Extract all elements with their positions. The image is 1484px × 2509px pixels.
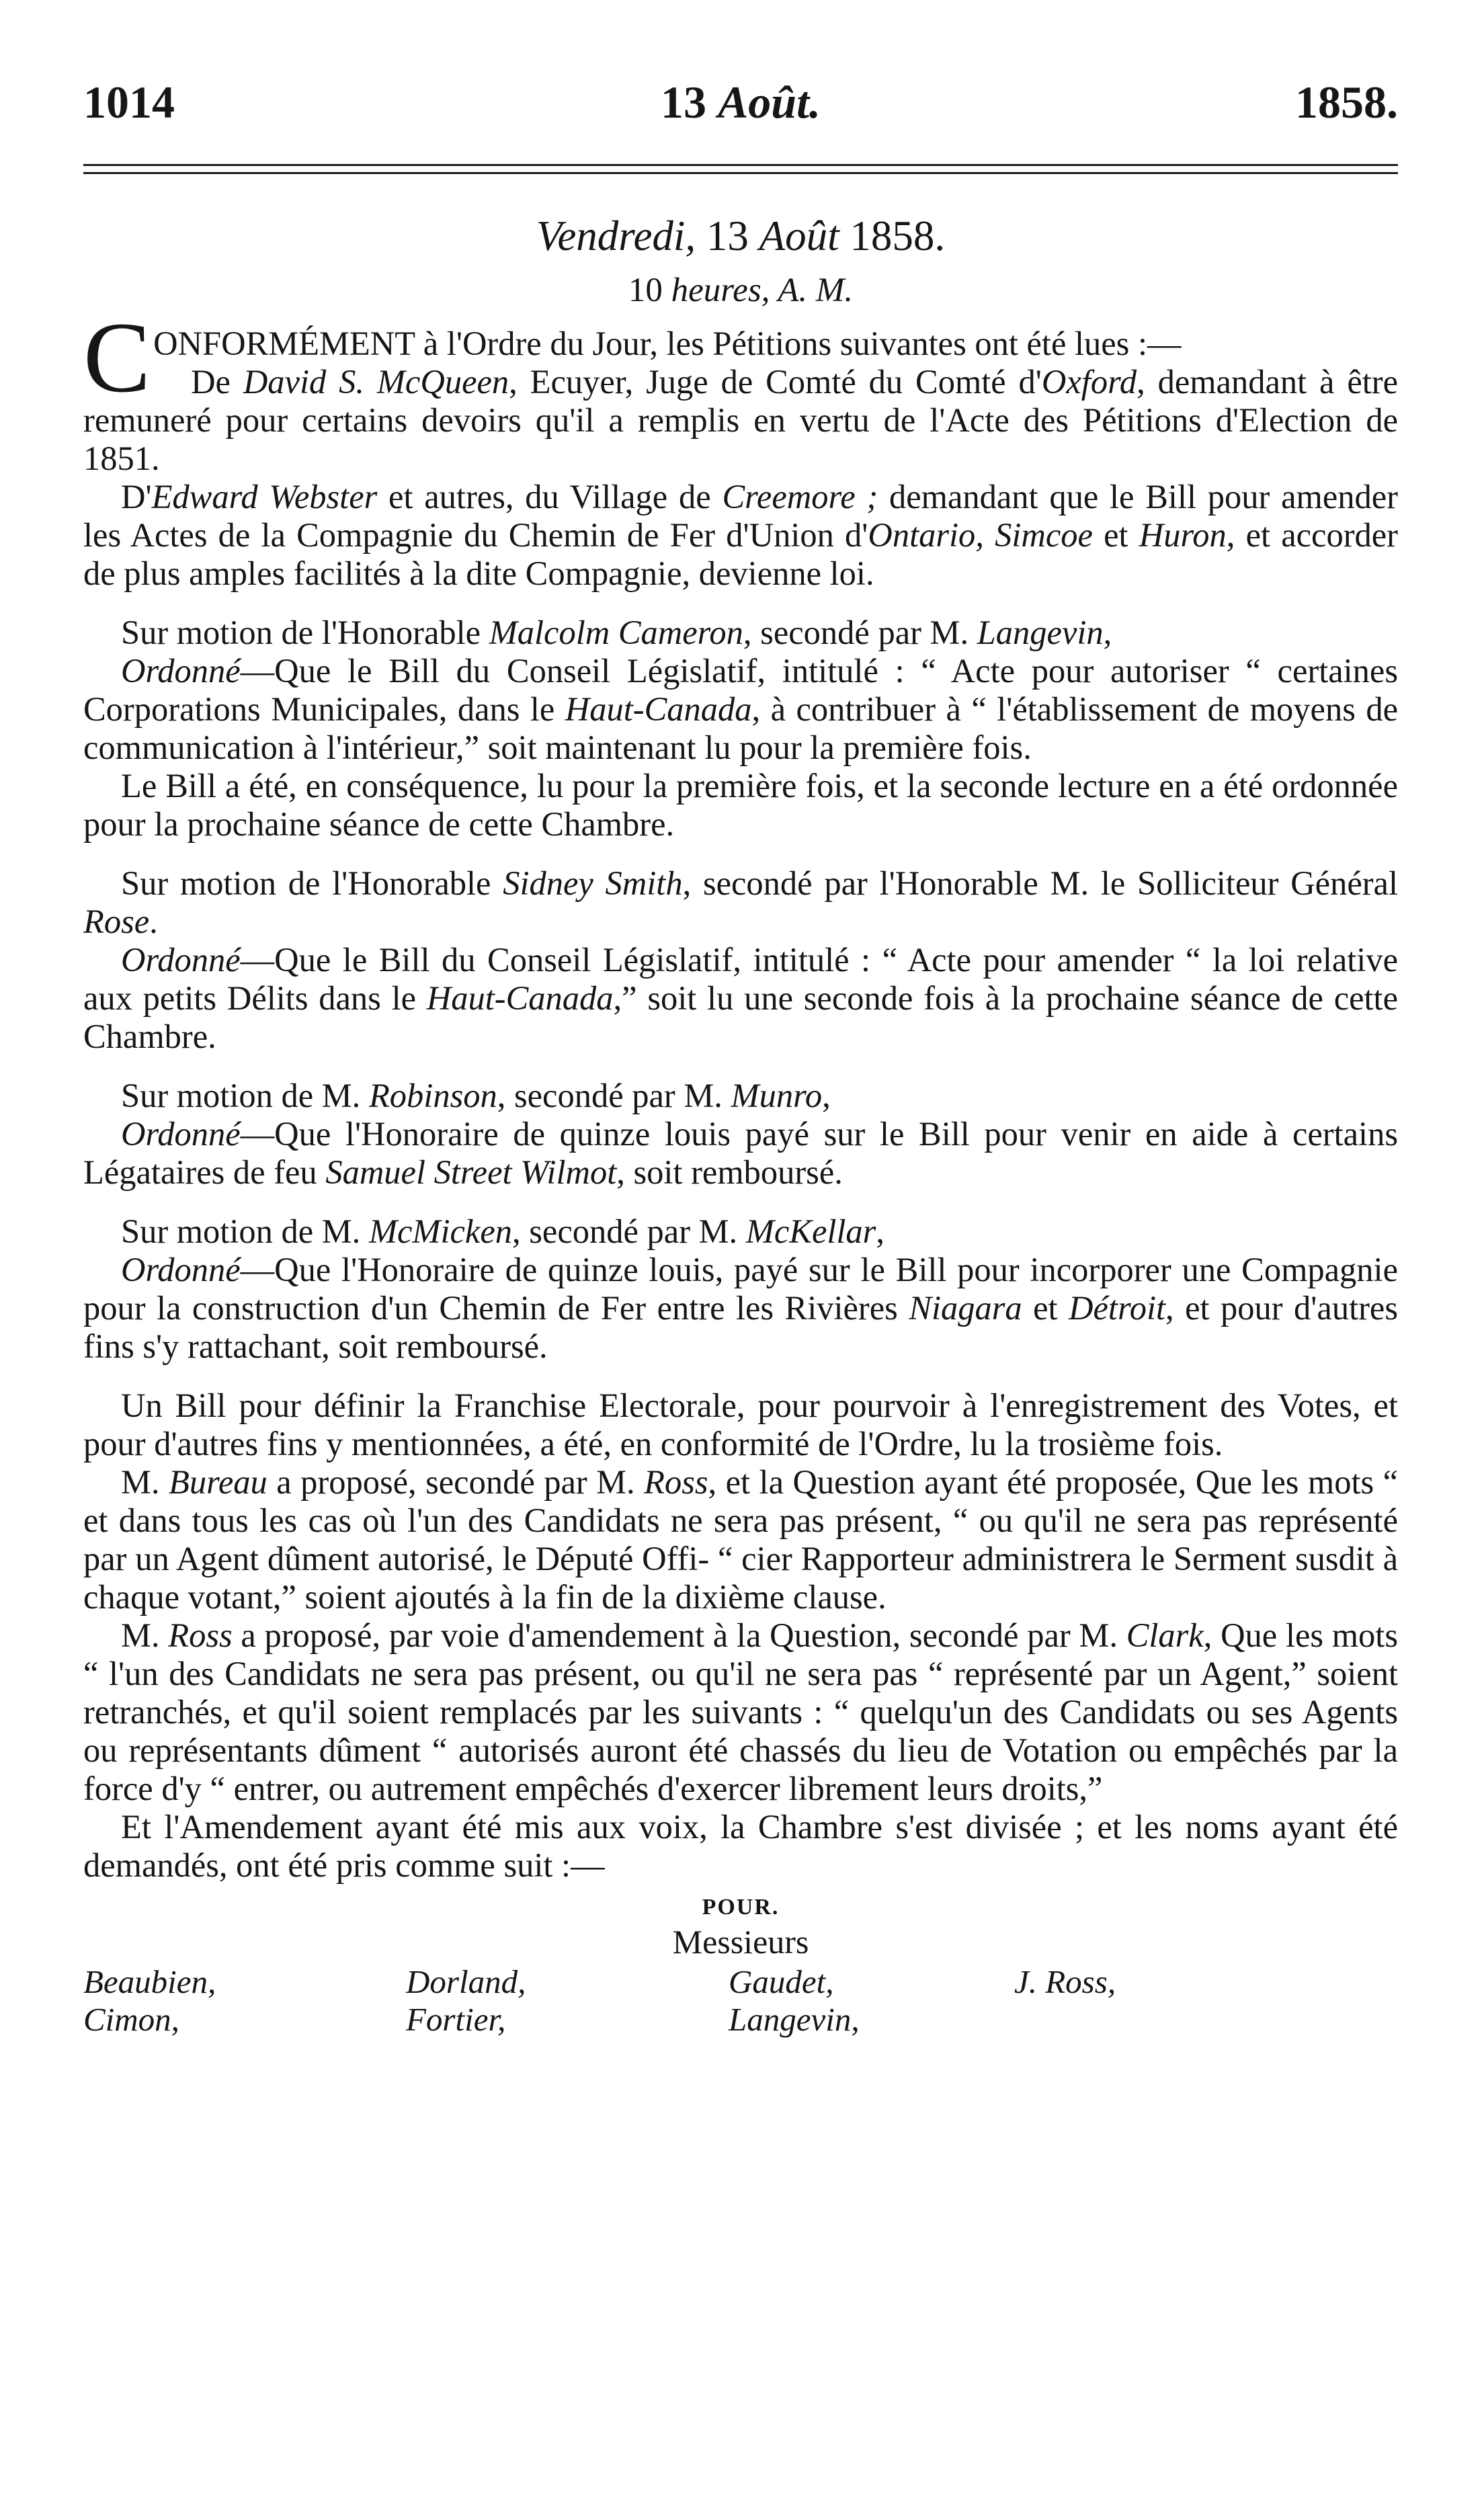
person-name: Munro: [731, 1077, 823, 1114]
petition-mcqueen: [83, 363, 1398, 478]
text-run: .: [149, 903, 158, 940]
session-title-day: Vendredi,: [536, 212, 696, 259]
session-title: [83, 205, 1398, 267]
motion-smith: [83, 864, 1398, 941]
text-run: —Que le Bill du Conseil Législatif, intitulé : “ Acte pour amender “ la loi relative aux petits Délits dans le: [83, 941, 1398, 1017]
person-name: Malcolm Cameron: [489, 614, 743, 651]
session-time-num: 10: [628, 272, 663, 309]
header-rule-top: [83, 164, 1398, 166]
person-name: McKellar: [745, 1212, 876, 1250]
text-run: Sur motion de l'Honorable: [121, 864, 503, 902]
order-label: Ordonné: [121, 652, 241, 690]
person-name: Edward Webster: [151, 478, 378, 516]
text-run: Sur motion de M.: [121, 1077, 369, 1114]
text-run: —Que l'Honoraire de quinze louis, payé sur le Bill pour incorporer une Compagnie pour la construction d'un Chemin de Fer entre les Rivières: [83, 1251, 1398, 1327]
header-day: 13: [660, 77, 706, 128]
place-name: Haut-Canada: [565, 690, 752, 728]
petition-webster: [83, 478, 1398, 593]
text-run: —Que l'Honoraire de quinze louis payé sur le Bill pour venir en aide à certains Légataires de feu: [83, 1115, 1398, 1191]
text-run: et: [1092, 516, 1139, 554]
voter-name: Dorland,: [406, 1963, 526, 2000]
person-name: Bureau: [169, 1463, 267, 1501]
person-name: Sidney Smith: [503, 864, 683, 902]
session-title-num: 13: [706, 212, 749, 259]
voter-name: Cimon,: [83, 2001, 179, 2038]
text-run: , Que les mots “ l'un des Candidats ne sera pas présent, ou qu'il ne sera pas “ représenté par un Agent,” soient retranchés, et qu'il soient remplacés par les suivants : “ quelqu'un des Candidats ou ses Agents ou représentants dûment “ autorisés auront été chassés du lieu de Votation ou empêchés par la force d'y “ entrer, ou autrement empêchés d'exercer librement leurs droits,”: [83, 1616, 1398, 1807]
session-time-text: heures, A. M.: [671, 272, 854, 309]
text-run: et: [1022, 1289, 1069, 1327]
page-number: 1014: [83, 77, 175, 128]
text-run: , soit remboursé.: [616, 1153, 843, 1191]
text-run: , secondé par M.: [512, 1212, 746, 1250]
person-name: Langevin: [977, 614, 1104, 651]
text-run: ,” soit lu une seconde fois à la prochaine séance de cette Chambre.: [83, 979, 1398, 1055]
voter-name: Beaubien,: [83, 1963, 216, 2000]
person-name: Samuel Street Wilmot: [325, 1153, 617, 1191]
header-year: 1858.: [1295, 77, 1398, 128]
person-name: McMicken: [368, 1212, 513, 1250]
person-name: Rose: [83, 903, 150, 940]
text-run: D': [121, 478, 152, 516]
vote-names-list: [83, 1961, 1398, 2042]
order-railway-fee: [83, 1251, 1398, 1366]
person-name: Clark: [1126, 1616, 1204, 1654]
order-label: Ordonné: [121, 1115, 241, 1153]
person-name: Ross: [644, 1463, 708, 1501]
session-time: [83, 267, 1398, 314]
place-name: Oxford: [1041, 363, 1137, 401]
header-month: Août.: [717, 77, 821, 128]
text-run: , secondé par M.: [497, 1077, 731, 1114]
voter-name: Gaudet,: [729, 1963, 834, 2000]
place-name: Creemore ;: [722, 478, 878, 516]
place-name: Haut-Canada: [426, 979, 614, 1017]
person-name: David S. McQueen: [243, 363, 509, 401]
page-content: [83, 205, 1398, 2042]
text-run: M.: [121, 1616, 169, 1654]
opening-text: ONFORMÉMENT à l'Ordre du Jour, les Pétitions suivantes ont été lues :—: [153, 325, 1182, 362]
place-name: Huron: [1139, 516, 1227, 554]
voter-name: Langevin,: [729, 2001, 860, 2038]
text-run: , demandant à être remuneré pour certains devoirs qu'il a remplis en vertu de l'Acte des Pétitions d'Election de 1851.: [83, 363, 1399, 477]
order-petty-offences-bill: [83, 941, 1398, 1056]
person-name: Robinson: [368, 1077, 497, 1114]
order-label: Ordonné: [121, 941, 241, 979]
text-run: , et pour d'autres fins s'y rattachant, soit remboursé.: [83, 1289, 1398, 1365]
text-run: De: [191, 363, 243, 401]
session-title-year: 1858.: [850, 212, 946, 259]
motion-cameron: [83, 614, 1398, 652]
text-run: Sur motion de M.: [121, 1212, 369, 1250]
text-run: , secondé par l'Honorable M. le Solliciteur Général: [682, 864, 1399, 902]
text-run: a proposé, par voie d'amendement à la Question, secondé par M.: [232, 1616, 1126, 1654]
text-run: ,: [876, 1212, 884, 1250]
text-run: , et accorder de plus amples facilités à la dite Compagnie, devienne loi.: [83, 516, 1398, 592]
text-run: , secondé par M.: [743, 614, 977, 651]
text-run: demandant que le Bill pour amender les Actes de la Compagnie du Chemin de Fer d'Union d': [83, 478, 1398, 554]
text-run: , et la Question ayant été proposée, Que les mots “ et dans tous les cas où l'un des Candidats ne sera pas présent, “ ou qu'il ne sera pas représenté par un Agent dûment autorisé, le Député Offi- “ cier Rapporteur administrera le Serment susdit à chaque votant,” soient ajoutés à la fin de la dixième clause.: [83, 1463, 1399, 1616]
vote-for-label: POUR.: [702, 1895, 780, 1920]
amendment-ross: [83, 1616, 1398, 1808]
place-name: Ontario, Simcoe: [868, 516, 1093, 554]
header-date: [83, 75, 1398, 129]
place-name: Détroit: [1069, 1289, 1166, 1327]
page-header: [83, 75, 1398, 129]
person-name: Ross: [168, 1616, 233, 1654]
text-run: , à contribuer à “ l'établissement de moyens de communication à l'intérieur,” soit maintenant lu pour la première fois.: [83, 690, 1398, 766]
text-run: —Que le Bill du Conseil Législatif, intitulé : “ Acte pour autoriser “ certaines Corporations Municipales, dans le: [83, 652, 1398, 728]
text-run: et autres, du Village de: [377, 478, 723, 516]
voter-name: J. Ross,: [1014, 1963, 1116, 2000]
vote-messieurs: Messieurs: [672, 1923, 809, 1961]
text-run: ,: [822, 1077, 831, 1114]
order-municipal-bill: [83, 652, 1398, 767]
header-rule-bottom: [83, 172, 1398, 174]
first-reading-note: Le Bill a été, en conséquence, lu pour la première fois, et la seconde lecture en a été ordonnée pour la prochaine séance de cette Chambre.: [83, 767, 1398, 843]
third-reading-franchise-bill: Un Bill pour définir la Franchise Electorale, pour pourvoir à l'enregistrement des Votes, et pour d'autres fins y mentionnées, a été, en conformité de l'Ordre, lu la trosième fois.: [83, 1387, 1398, 1463]
text-run: a proposé, secondé par M.: [267, 1463, 645, 1501]
voter-name: Fortier,: [406, 2001, 506, 2038]
order-wilmot-fee: [83, 1115, 1398, 1192]
motion-mcmicken: [83, 1212, 1398, 1251]
place-name: Niagara: [909, 1289, 1022, 1327]
division-note: Et l'Amendement ayant été mis aux voix, la Chambre s'est divisée ; et les noms ayant été demandés, ont été pris comme suit :—: [83, 1808, 1398, 1884]
session-title-month: Août: [759, 212, 839, 259]
order-label: Ordonné: [121, 1251, 241, 1288]
proposal-bureau: [83, 1463, 1398, 1616]
text-run: ,: [1103, 614, 1112, 651]
drop-cap: C: [83, 302, 151, 413]
text-run: Sur motion de l'Honorable: [121, 614, 489, 651]
motion-robinson: [83, 1077, 1398, 1115]
text-run: M.: [121, 1463, 169, 1501]
text-run: , Ecuyer, Juge de Comté du Comté d': [509, 363, 1042, 401]
